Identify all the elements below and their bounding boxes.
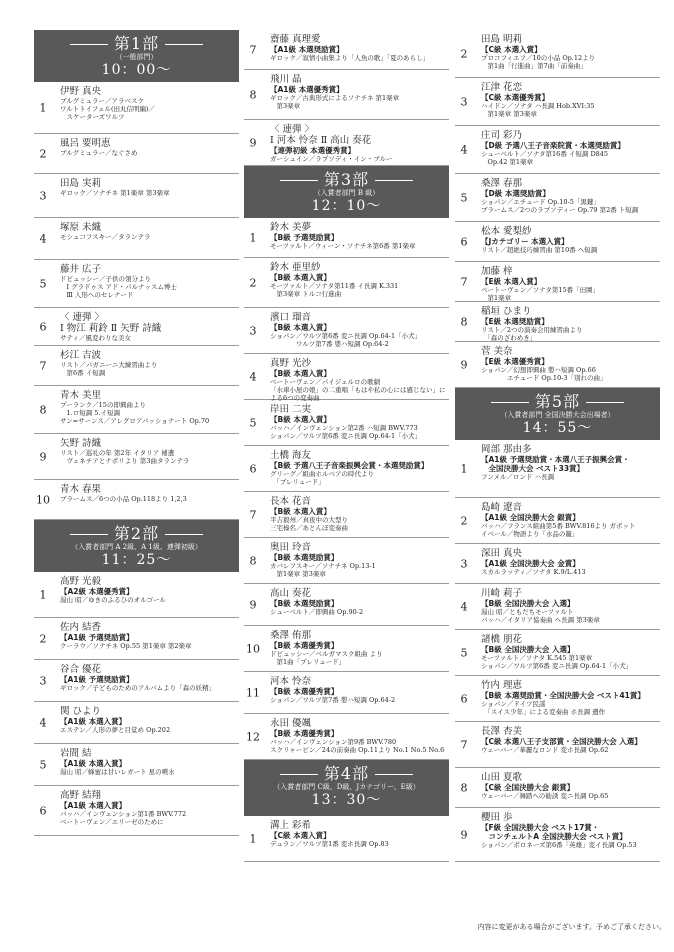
section-time: 14：55～ [522, 420, 593, 436]
performer-name: 竹内 理恵 [481, 680, 523, 691]
piece-list: モーツァルト／ソナタ K.545 第1楽章 ショパン／ワルツ第6番 変ニ長調 Op.64-1「小犬」 [481, 654, 633, 670]
award-label: 【C級 本選八王子支部賞・全国決勝大会 入選】 [481, 737, 642, 746]
entry-number: 1 [249, 231, 257, 244]
entry-row [34, 480, 239, 520]
award-label: 【C級 本選優秀賞】 [481, 93, 550, 102]
entry-number: 5 [39, 277, 47, 290]
award-label: 【B級 本選奨励賞】 [270, 599, 339, 608]
entry-row [455, 174, 660, 222]
performer-name: 〈 連弾 〉 Ⅰ 河本 怜奈 Ⅱ 高山 奏花 [270, 124, 372, 146]
performer-name: 鈴木 亜里紗 [270, 262, 321, 273]
performer-name: 濱口 瑠音 [270, 312, 312, 323]
entry-number: 4 [39, 716, 47, 729]
award-label: 【C級 本選入賞】 [270, 831, 331, 840]
performer-name: 溝上 彩希 [270, 820, 312, 831]
entry-number: 7 [39, 359, 47, 372]
performer-name: 深田 真央 [481, 548, 523, 559]
piece-list: ギロック／古典形式によるソナチネ 第1楽章 第3楽章 [270, 94, 400, 110]
entry-row [455, 722, 660, 768]
entry-row [244, 70, 449, 120]
award-label: 【A1級 予選奨励賞】 [60, 675, 134, 684]
piece-list: ドビュッシー／子供の領分より Ⅰ グラドゥス アド・パルナッスム博士 Ⅲ 人形へのセレナード [60, 275, 177, 299]
entry-row [34, 786, 239, 836]
entry-row [455, 808, 660, 862]
entry-row [244, 446, 449, 492]
disclaimer-note: 内容に変更がある場合がございます。予めご了承ください。 [477, 923, 666, 931]
award-label: 【Jカテゴリー 本選入賞】 [481, 237, 569, 246]
piece-list: 湯山 昭／蜂蜜は甘いレガート 星の噴水 [60, 768, 175, 776]
entry-row [34, 260, 239, 308]
piece-list: ショパン／ワルツ第6番 変ニ長調 Op.64-1「小犬」 ワルツ第7番 嬰ハ短調 Op.64-2 [270, 332, 422, 348]
piece-list: モーツァルト／ソナタ第11番 イ長調 K.331 第3楽章 トルコ行進曲 [270, 282, 399, 298]
award-label: 【C級 本選入賞】 [481, 45, 542, 54]
entry-row [34, 308, 239, 346]
award-label: 【E級 本選入賞】 [481, 277, 542, 286]
performer-name: 関 ひより [60, 706, 102, 717]
award-label: 【B級 本選入賞】 [270, 415, 331, 424]
entry-number: 9 [249, 598, 257, 611]
entry-number: 6 [39, 804, 47, 817]
piece-list: サティ／風変わりな美女 [60, 334, 131, 342]
award-label: 【B級 本選入賞】 [270, 273, 331, 282]
piece-list: ショパン／ポロネーズ第6番「英雄」変イ長調 Op.53 [481, 841, 637, 849]
entry-list-part-3 [244, 218, 449, 760]
entry-row [34, 434, 239, 480]
award-label: 【A1級 本選入賞】 [60, 801, 127, 810]
piece-list: グリーグ／組曲ホルベアの時代より 「プレリュード」 [270, 470, 374, 486]
piece-list: ショパン／ワルツ第7番 嬰ハ短調 Op.64-2 [270, 696, 396, 704]
section-header-part-1 [34, 30, 239, 82]
entry-row [34, 174, 239, 218]
entry-row [34, 346, 239, 386]
piece-list: ドビュッシー／ベルガマスク組曲 より 第1曲「プレリュード」 [270, 650, 383, 666]
award-label: 【A1級 予選奨励賞】 [60, 633, 134, 642]
performer-name: 谷合 優花 [60, 664, 102, 675]
entry-row [244, 492, 449, 538]
entry-list-part-1 [34, 82, 239, 520]
entry-row [244, 816, 449, 862]
piece-list: シューベルト／ソナタ第16番 イ短調 D845 Op.42 第1楽章 [481, 150, 609, 166]
piece-list: ベートーヴェン／ソナタ第15番「田園」 第1楽章 [481, 286, 600, 302]
award-label: 【A1級 本選奨励賞】 [270, 45, 344, 54]
entry-row [34, 82, 239, 134]
performer-name: 矢野 詩織 [60, 438, 102, 449]
performer-name: 高野 光毅 [60, 576, 102, 587]
award-label: 【連弾初級 本選優秀賞】 [270, 146, 356, 155]
section-time: 10：00～ [101, 62, 172, 78]
entry-row [34, 744, 239, 786]
entry-number: 2 [249, 276, 257, 289]
entry-row [244, 626, 449, 672]
piece-list: ブルグミュラー／アラベスク ワルトトイフェル(田丸信明編)／ スケーターズワルツ [60, 97, 156, 121]
section-title: 第1部 [113, 34, 160, 53]
section-title: 第4部 [323, 764, 370, 783]
entry-row [244, 308, 449, 354]
entry-number: 9 [460, 358, 468, 371]
entry-row [455, 440, 660, 498]
award-label: 【C級 全国決勝大会 銀賞】 [481, 783, 575, 792]
entry-row [244, 30, 449, 70]
award-label: 【B級 本選奨励賞・全国決勝大会 ベスト41賞】 [481, 691, 645, 700]
piece-list: スカルラッティ／ソナタ K.9/L.413 [481, 568, 586, 576]
piece-list: ウェーバー／華麗なロンド 変ホ長調 Op.62 [481, 746, 609, 754]
performer-name: 鈴木 美夢 [270, 222, 312, 233]
piece-list: エステン／人形の夢と目覚め Op.202 [60, 726, 171, 734]
performer-name: 齋藤 真理愛 [270, 34, 321, 45]
entry-row [244, 672, 449, 714]
entry-row [455, 676, 660, 722]
entry-row [244, 714, 449, 760]
award-label: 【B級 予選八王子音楽振興会賞・本選奨励賞】 [270, 461, 429, 470]
performer-name: 桑澤 侑那 [270, 630, 312, 641]
entry-number: 10 [246, 642, 260, 655]
entry-list-part-4-cont [455, 30, 660, 388]
performer-name: 島崎 遼音 [481, 502, 523, 513]
entry-row [455, 768, 660, 808]
piece-list: リスト／パガニーニ大練習曲より 第6番 イ短調 [60, 361, 158, 377]
entry-number: 7 [249, 43, 257, 56]
entry-number: 3 [39, 674, 47, 687]
performer-name: 風呂 要明恵 [60, 138, 111, 149]
performer-name: 山田 夏歌 [481, 772, 523, 783]
entry-number: 7 [460, 738, 468, 751]
section-header-part-4 [244, 760, 449, 816]
entry-row [455, 78, 660, 126]
entry-number: 4 [39, 232, 47, 245]
entry-row [455, 262, 660, 302]
entry-row [244, 218, 449, 258]
entry-number: 3 [460, 95, 468, 108]
section-time: 12：10～ [311, 198, 382, 214]
entry-number: 7 [249, 508, 257, 521]
award-label: 【A1級 本選入賞】 [60, 759, 127, 768]
performer-name: 江津 花恋 [481, 82, 523, 93]
entry-number: 1 [39, 588, 47, 601]
piece-list: 湯山 昭／ともだちモーツァルト バッハ／イタリア協奏曲 ヘ長調 第3楽章 [481, 608, 600, 624]
section-time: 13：30～ [311, 792, 382, 808]
piece-list: ショパン／ドイツ民謡 「スイス少年」による変奏曲 ホ長調 遺作 [481, 700, 606, 716]
section-title: 第3部 [323, 170, 370, 189]
section-title: 第2部 [113, 524, 160, 543]
performer-name: 〈 連弾 〉 Ⅰ 物江 莉鈴 Ⅱ 矢野 詩織 [60, 312, 162, 334]
entry-number: 5 [249, 416, 257, 429]
entry-row [34, 572, 239, 618]
entry-number: 8 [249, 88, 257, 101]
piece-list: フンメル／ロンド ハ長調 [481, 473, 555, 481]
program-column-3 [455, 30, 660, 862]
award-label: 【A1級 本選入賞】 [60, 717, 127, 726]
section-header-part-3 [244, 166, 449, 218]
entry-row [455, 342, 660, 388]
performer-name: 奥田 玲音 [270, 542, 312, 553]
award-label: 【A1級 全国決勝大会 金賞】 [481, 559, 580, 568]
entry-row [244, 584, 449, 626]
entry-number: 3 [39, 189, 47, 202]
award-label: 【B級 本選優秀賞】 [270, 641, 339, 650]
performer-name: 藤井 広子 [60, 264, 102, 275]
piece-list: ギロック／子どものためのアルバムより「森の妖精」 [60, 684, 216, 692]
entry-number: 8 [460, 781, 468, 794]
entry-number: 9 [249, 136, 257, 149]
entry-number: 3 [249, 324, 257, 337]
performer-name: 菅 美奈 [481, 346, 513, 357]
performer-name: 櫻田 歩 [481, 812, 513, 823]
entry-number: 5 [460, 646, 468, 659]
piece-list: カバレフスキー／ソナチネ Op.13-1 第1楽章 第3楽章 [270, 562, 376, 578]
entry-row [455, 630, 660, 676]
performer-name: 加藤 梓 [481, 266, 513, 277]
award-label: 【E級 本選奨励賞】 [481, 317, 549, 326]
section-subtitle: （入賞者部門 全国決勝大会出場者） [500, 411, 615, 419]
piece-list: デュラン／ワルツ第1番 変ホ長調 Op.83 [270, 840, 389, 848]
entry-row [455, 222, 660, 262]
entry-number: 12 [246, 730, 260, 743]
award-label: 【F級 全国決勝大会 ベスト17賞・ コンチェルトA 全国決勝大会 ベスト賞】 [481, 823, 627, 841]
performer-name: 高野 結翔 [60, 790, 102, 801]
entry-number: 4 [460, 143, 468, 156]
entry-list-part-2-cont [244, 30, 449, 166]
award-label: 【B級 全国決勝大会 入選】 [481, 645, 575, 654]
entry-number: 2 [39, 632, 47, 645]
entry-row [34, 218, 239, 260]
performer-name: 稲垣 ひまり [481, 306, 532, 317]
program-column-1 [34, 30, 239, 836]
entry-number: 1 [460, 462, 468, 475]
entry-number: 6 [460, 235, 468, 248]
entry-list-part-4 [244, 816, 449, 862]
entry-row [34, 618, 239, 660]
piece-list: ブルグミュラー／なぐさめ [60, 149, 138, 157]
entry-number: 3 [460, 557, 468, 570]
entry-row [455, 584, 660, 630]
entry-number: 2 [460, 47, 468, 60]
entry-number: 5 [39, 758, 47, 771]
entry-number: 8 [39, 403, 47, 416]
entry-number: 10 [36, 493, 50, 506]
piece-list: 平吉毅州／真夜中の大型り 三宅榛名／あとんぼ変奏曲 [270, 516, 348, 532]
performer-name: 松本 愛梨紗 [481, 226, 532, 237]
performer-name: 伊野 真央 [60, 86, 102, 97]
section-subtitle: （入賞者部門 B 級） [313, 189, 380, 197]
entry-row [455, 544, 660, 584]
performer-name: 塚原 未織 [60, 222, 102, 233]
piece-list: リスト／超絶技巧練習曲 第10番 ヘ短調 [481, 246, 598, 254]
piece-list: プロコフィエフ／10の小品 Op.12より 第1曲「行進曲」第7曲「前奏曲」 [481, 54, 596, 70]
entry-row [244, 354, 449, 400]
performer-name: 飛川 晶 [270, 74, 302, 85]
performer-name: 川崎 莉子 [481, 588, 523, 599]
section-time: 11：25～ [101, 552, 172, 568]
entry-row [244, 258, 449, 308]
piece-list: ブラームス／6つの小品 Op.118より 1,2,3 [60, 495, 187, 503]
award-label: 【B級 予選奨励賞】 [270, 233, 339, 242]
piece-list: リスト／2つの演奏会用練習曲より 「森のざわめき」 [481, 326, 583, 342]
program-column-2 [244, 30, 449, 862]
award-label: 【A1級 全国決勝大会 銀賞】 [481, 513, 580, 522]
entry-number: 1 [249, 832, 257, 845]
piece-list: ハイドン／ソナタ ハ長調 Hob.XVI:35 第1楽章 第3楽章 [481, 102, 595, 118]
entry-row [455, 302, 660, 342]
piece-list: ベートーヴェン／パイジェルロの歌劇 「水車小屋の娘」の二重唱「もはや私の心には感じない」による6つの変奏曲 [270, 378, 446, 402]
award-label: 【A1級 予選奨励賞・本選八王子振興会賞・ 全国決勝大会 ベスト33賞】 [481, 455, 630, 473]
piece-list: ショパン／幻想即興曲 嬰ハ短調 Op.66 エチュード Op.10-3「別れの曲」 [481, 366, 607, 382]
performer-name: 田島 実莉 [60, 178, 102, 189]
entry-number: 2 [460, 514, 468, 527]
award-label: 【E級 本選優秀賞】 [481, 357, 549, 366]
entry-number: 6 [39, 320, 47, 333]
performer-name: 真野 光沙 [270, 358, 312, 369]
entry-row [455, 498, 660, 544]
entry-number: 8 [460, 315, 468, 328]
entry-number: 2 [39, 147, 47, 160]
performer-name: 岸田 二実 [270, 404, 312, 415]
section-header-part-2 [34, 520, 239, 572]
section-title: 第5部 [534, 392, 581, 411]
performer-name: 庄司 彩乃 [481, 130, 523, 141]
entry-list-part-5 [455, 440, 660, 862]
performer-name: 永田 優颯 [270, 718, 312, 729]
entry-number: 9 [39, 450, 47, 463]
award-label: 【A1級 本選優秀賞】 [270, 85, 344, 94]
entry-number: 7 [460, 275, 468, 288]
piece-list: ギロック／ソナチネ 第1楽章 第3楽章 [60, 189, 170, 197]
piece-list: バッハ／インヴェンション第2番 ハ短調 BWV.773 ショパン／ワルツ第6番 変ニ長調 Op.64-1「小犬」 [270, 424, 422, 440]
entry-row [34, 134, 239, 174]
piece-list: バッハ／インヴェンション第9番 BWV.780 スクリャービン／24の前奏曲 Op.11より No.1 No.5 No.6 [270, 738, 445, 754]
section-subtitle: （入賞者部門 C級、D級、Jカテゴリー、E級） [273, 783, 420, 791]
performer-name: 青木 美里 [60, 390, 102, 401]
performer-name: 高山 奏花 [270, 588, 312, 599]
piece-list: バッハ／フランス組曲第5番 BWV.816より ガボット イベール／物語より「水品の籠」 [481, 522, 636, 538]
award-label: 【D級 本選奨励賞】 [481, 189, 550, 198]
performer-name: 諸橋 朋花 [481, 634, 523, 645]
piece-list: バッハ／インヴェンション第1番 BWV.772 ベートーヴェン／エリーゼのために [60, 810, 187, 826]
award-label: 【D級 予選八王子音楽院賞・本選奨励賞】 [481, 141, 625, 150]
performer-name: 桑澤 春那 [481, 178, 523, 189]
piece-list: ショパン／エチュード Op.10-5「黒鍵」 ブラームス／2つのラプソディー Op.79 第2番 ト短調 [481, 198, 639, 214]
entry-row [244, 400, 449, 446]
section-header-part-5 [455, 388, 660, 440]
performer-name: 土橋 海友 [270, 450, 312, 461]
piece-list: ガーシュイン／ラプソディ・イン・ブルー [270, 155, 393, 163]
section-subtitle: （一般部門） [115, 53, 158, 61]
entry-row [34, 386, 239, 434]
performer-name: 長本 花音 [270, 496, 312, 507]
entry-number: 9 [460, 828, 468, 841]
entry-row [244, 538, 449, 584]
entry-number: 4 [249, 370, 257, 383]
piece-list: 湯山 昭／ゆきのふるひのオルゴール [60, 596, 166, 604]
entry-number: 6 [249, 462, 257, 475]
award-label: 【B級 本選入賞】 [270, 323, 331, 332]
performer-name: 河本 怜奈 [270, 676, 312, 687]
award-label: 【B級 本選優秀賞】 [270, 687, 339, 696]
entry-row [455, 30, 660, 78]
performer-name: 田島 明莉 [481, 34, 523, 45]
award-label: 【B級 全国決勝大会 入選】 [481, 599, 575, 608]
entry-number: 5 [460, 191, 468, 204]
piece-list: クーラウ／ソナチネ Op.55 第1楽章 第2楽章 [60, 642, 192, 650]
award-label: 【B級 本選優秀賞】 [270, 729, 339, 738]
award-label: 【A2級 本選優秀賞】 [60, 587, 134, 596]
piece-list: モシュコフスキー／タランテラ [60, 233, 151, 241]
entry-number: 4 [460, 600, 468, 613]
performer-name: 岡部 那由多 [481, 444, 532, 455]
performer-name: 青木 春果 [60, 484, 102, 495]
entry-number: 1 [39, 101, 47, 114]
piece-list: シューベルト／即興曲 Op.90-2 [270, 608, 364, 616]
performer-name: 長澤 杏美 [481, 726, 523, 737]
performer-name: 佐内 結香 [60, 622, 102, 633]
performer-name: 杉江 吉波 [60, 350, 102, 361]
piece-list: ウェーバー／舞踏への勧誘 変ニ長調 Op.65 [481, 792, 609, 800]
performer-name: 岩間 結 [60, 748, 92, 759]
section-subtitle: （入賞者部門 A 2級、A 1級、連弾初級） [71, 543, 202, 551]
piece-list: リスト／巡礼の年 第2年 イタリア 補遺 ヴェネチアとナポリより 第3曲タランテラ [60, 449, 190, 465]
entry-row [34, 702, 239, 744]
piece-list: モーツァルト／ウィーン・ソナチネ第6番 第1楽章 [270, 242, 416, 250]
entry-number: 6 [460, 692, 468, 705]
entry-row [34, 660, 239, 702]
entry-list-part-2 [34, 572, 239, 836]
entry-row [455, 126, 660, 174]
entry-number: 8 [249, 554, 257, 567]
award-label: 【B級 本選奨励賞】 [270, 553, 339, 562]
piece-list: ギロック／叙情小曲集より「人魚の歌」「夏のあらし」 [270, 54, 430, 62]
award-label: 【B級 本選入賞】 [270, 507, 331, 516]
piece-list: プーランク／15の即興曲より 1.ロ短調 5.イ短調 サン=サーンス／アレグロアパッショナート Op.70 [60, 401, 210, 425]
entry-row [244, 120, 449, 166]
entry-number: 11 [246, 686, 260, 699]
award-label: 【B級 本選入賞】 [270, 369, 331, 378]
